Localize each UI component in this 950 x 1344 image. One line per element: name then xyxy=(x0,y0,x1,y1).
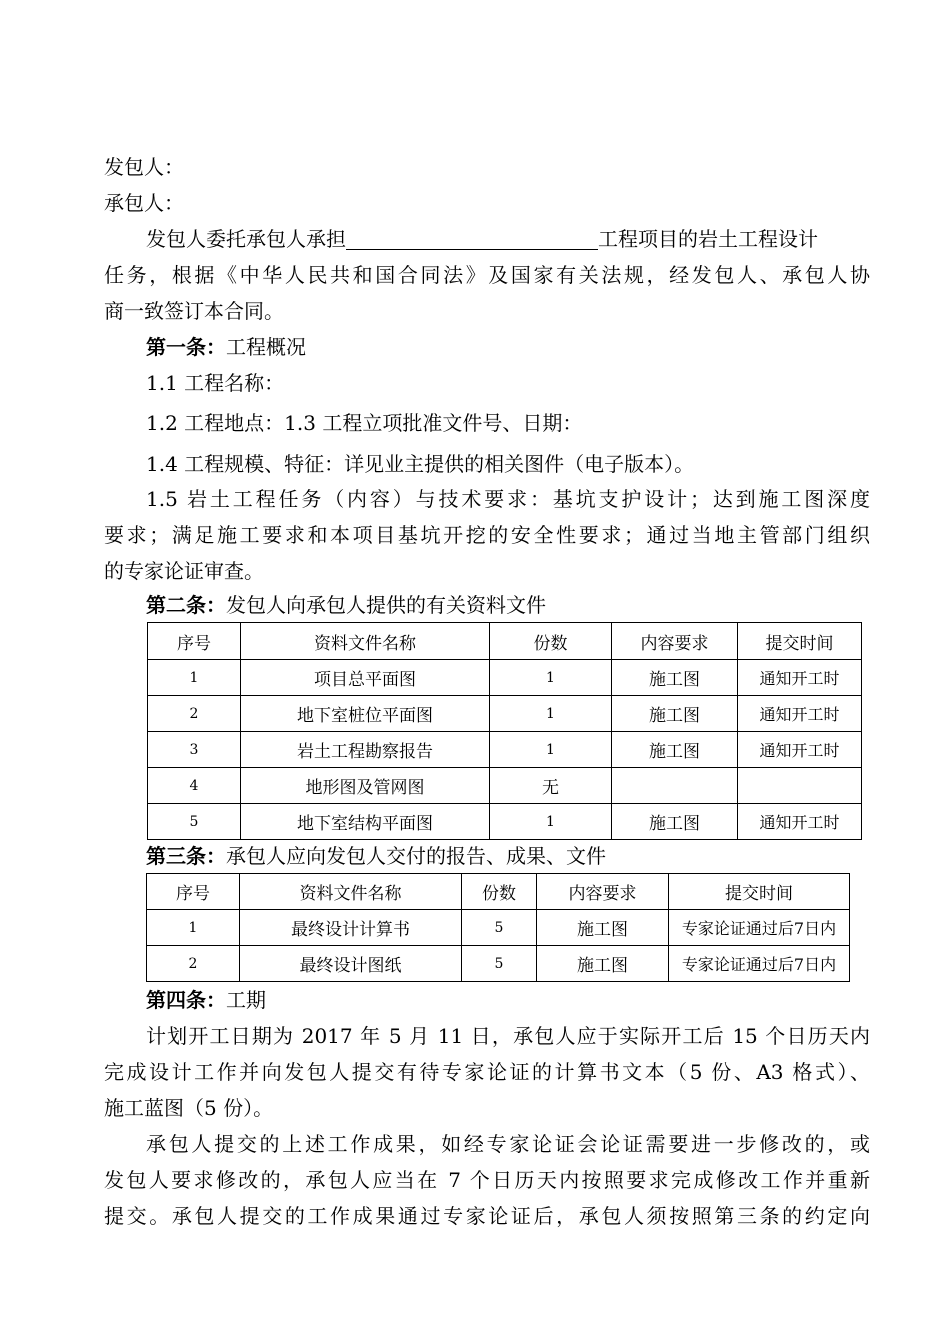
article1-title: 工程概况 xyxy=(226,335,306,359)
cell-submit-time: 专家论证通过后7日内 xyxy=(669,946,850,982)
article3-heading-line xyxy=(146,838,870,874)
article4-heading: 第四条： xyxy=(146,988,226,1012)
cell-content-req: 施工图 xyxy=(537,910,669,946)
cell-index: 1 xyxy=(148,660,241,696)
intro-line-2: 任务，根据《中华人民共和国合同法》及国家有关法规，经发包人、承包人协 xyxy=(104,263,870,287)
header-cell: 序号 xyxy=(148,623,241,660)
table-row xyxy=(148,732,862,768)
provided-documents-table xyxy=(147,622,862,840)
article4-title: 工期 xyxy=(226,988,266,1012)
cell-doc-name: 岩土工程勘察报告 xyxy=(241,732,490,768)
intro-after-blank: 工程项目的岩土工程设计 xyxy=(598,227,818,251)
article4-para1-line-1: 计划开工日期为 2017 年 5 月 11 日，承包人应于实际开工后 15 个日历天内 xyxy=(146,1024,870,1048)
cell-doc-name: 最终设计图纸 xyxy=(240,946,462,982)
cell-submit-time: 通知开工时 xyxy=(738,660,862,696)
cell-submit-time: 专家论证通过后7日内 xyxy=(669,910,850,946)
header-cell: 份数 xyxy=(490,623,612,660)
article1-heading-line xyxy=(146,329,870,365)
table-row xyxy=(148,660,862,696)
intro-line-3: 商一致签订本合同。 xyxy=(104,299,284,323)
article2-heading-line xyxy=(146,587,870,623)
article4-para1-line-2: 完成设计工作并向发包人提交有待专家论证的计算书文本（5 份、A3 格式）、 xyxy=(104,1060,870,1084)
cell-submit-time xyxy=(738,768,862,804)
cell-index: 2 xyxy=(148,696,241,732)
cell-content-req: 施工图 xyxy=(612,660,738,696)
item-1-4: 1.4 工程规模、特征：详见业主提供的相关图件（电子版本）。 xyxy=(146,452,695,476)
cell-copies: 无 xyxy=(490,768,612,804)
article3-heading: 第三条： xyxy=(146,844,226,868)
cell-content-req: 施工图 xyxy=(612,696,738,732)
cell-copies: 5 xyxy=(462,946,537,982)
table-row xyxy=(148,768,862,804)
deliverables-table xyxy=(146,873,850,982)
project-name-blank xyxy=(346,227,598,250)
cell-index: 4 xyxy=(148,768,241,804)
cell-content-req: 施工图 xyxy=(612,804,738,840)
cell-content-req: 施工图 xyxy=(612,732,738,768)
intro-before-blank: 发包人委托承包人承担 xyxy=(146,227,346,251)
article4-para2-line-1: 承包人提交的上述工作成果，如经专家论证会论证需要进一步修改的，或 xyxy=(146,1132,870,1156)
header-cell: 资料文件名称 xyxy=(241,623,490,660)
header-cell: 提交时间 xyxy=(669,874,850,910)
employer-label: 发包人： xyxy=(104,155,184,179)
cell-doc-name: 最终设计计算书 xyxy=(240,910,462,946)
cell-content-req: 施工图 xyxy=(537,946,669,982)
header-cell: 内容要求 xyxy=(612,623,738,660)
article2-title: 发包人向承包人提供的有关资料文件 xyxy=(226,593,546,617)
header-cell: 提交时间 xyxy=(738,623,862,660)
intro-line-1 xyxy=(146,221,870,257)
cell-content-req xyxy=(612,768,738,804)
article1-heading: 第一条： xyxy=(146,335,226,359)
item-1-5-line-1: 1.5 岩土工程任务（内容）与技术要求：基坑支护设计；达到施工图深度 xyxy=(146,487,870,511)
cell-submit-time: 通知开工时 xyxy=(738,696,862,732)
contractor-label: 承包人： xyxy=(104,191,184,215)
article4-para1-line-3: 施工蓝图（5 份）。 xyxy=(104,1096,274,1120)
item-1-2: 1.2 工程地点：1.3 工程立项批准文件号、日期： xyxy=(146,411,583,435)
article4-heading-line xyxy=(146,982,870,1018)
cell-copies: 5 xyxy=(462,910,537,946)
table-row xyxy=(148,696,862,732)
article4-para2-line-2: 发包人要求修改的，承包人应当在 7 个日历天内按照要求完成修改工作并重新 xyxy=(104,1168,870,1192)
cell-doc-name: 项目总平面图 xyxy=(241,660,490,696)
header-cell: 份数 xyxy=(462,874,537,910)
cell-copies: 1 xyxy=(490,660,612,696)
article3-title: 承包人应向发包人交付的报告、成果、文件 xyxy=(226,844,606,868)
item-1-5-line-2: 要求；满足施工要求和本项目基坑开挖的安全性要求；通过当地主管部门组织 xyxy=(104,523,870,547)
header-cell: 资料文件名称 xyxy=(240,874,462,910)
cell-index: 5 xyxy=(148,804,241,840)
cell-index: 1 xyxy=(147,910,240,946)
item-1-5-line-3: 的专家论证审查。 xyxy=(104,559,264,583)
cell-index: 2 xyxy=(147,946,240,982)
article2-heading: 第二条： xyxy=(146,593,226,617)
header-cell: 序号 xyxy=(147,874,240,910)
cell-copies: 1 xyxy=(490,732,612,768)
cell-copies: 1 xyxy=(490,696,612,732)
table-row xyxy=(147,910,850,946)
cell-doc-name: 地下室桩位平面图 xyxy=(241,696,490,732)
table-header-row xyxy=(148,623,862,660)
table-row xyxy=(148,804,862,840)
cell-index: 3 xyxy=(148,732,241,768)
cell-submit-time: 通知开工时 xyxy=(738,804,862,840)
cell-doc-name: 地形图及管网图 xyxy=(241,768,490,804)
header-cell: 内容要求 xyxy=(537,874,669,910)
cell-copies: 1 xyxy=(490,804,612,840)
table-row xyxy=(147,946,850,982)
cell-doc-name: 地下室结构平面图 xyxy=(241,804,490,840)
article4-para2-line-3: 提交。承包人提交的工作成果通过专家论证后，承包人须按照第三条的约定向 xyxy=(104,1204,870,1228)
table-header-row xyxy=(147,874,850,910)
cell-submit-time: 通知开工时 xyxy=(738,732,862,768)
item-1-1: 1.1 工程名称： xyxy=(146,371,285,395)
